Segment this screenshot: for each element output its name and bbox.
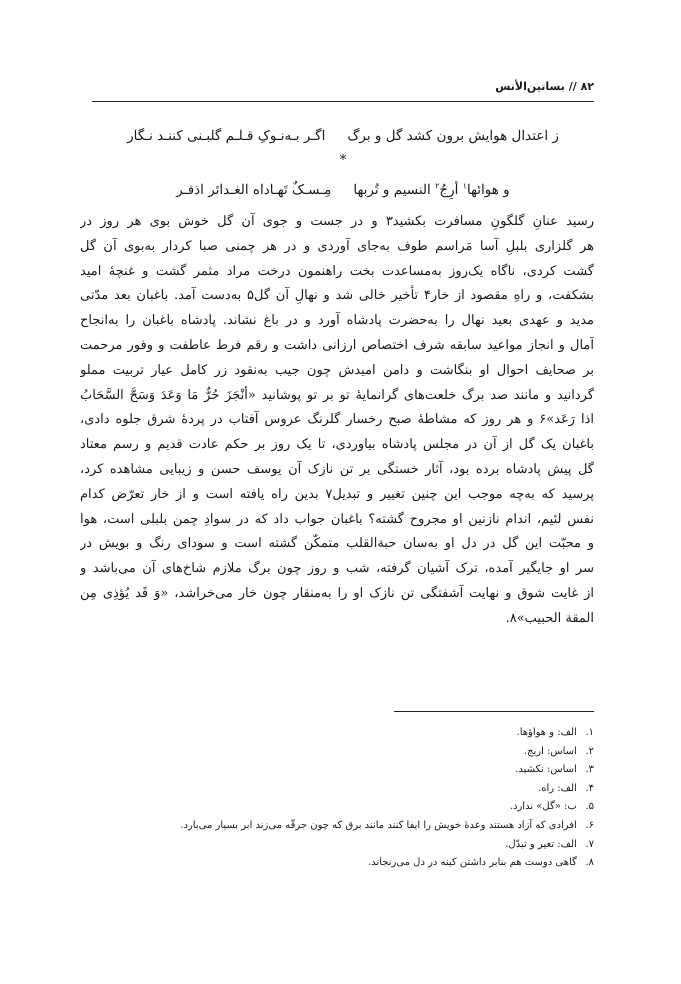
paragraph-line: اذا رَعَد»۶ و هر روز که مشاطهٔ صبح رخسار گلرنگ عروس آفتاب در پردهٔ شرق جلوه دادی، [80, 412, 594, 428]
footnote-text: الف: راه. [538, 782, 577, 794]
footnote-item [150, 780, 594, 799]
paragraph-line: آمال و انجاز مواعید سابقه شرف اختصاص ارزانی داشت و رقم فرط عاطفت و وفور مرحمت [80, 337, 594, 353]
footnote-item [150, 724, 594, 743]
verse-1-hemistich-1: ز اعتدال هوایش برون کشد گل و برگ [347, 128, 559, 144]
footnote-marker: ۲ [435, 181, 440, 191]
footnote-number: ۳. [585, 764, 594, 776]
paragraph-line: هر گلزاری بلبلِ آسا مَراسم طوف به‌جای آوردی و در هر چمنی صبا کردار به‌بوی آن گل [80, 238, 594, 254]
verse-2-hemistich-2: مِـسـکٌ تَهـاداه الغـدائر اذفـر [176, 182, 332, 198]
footnote-number: ۱. [585, 727, 594, 738]
footnote-item [150, 761, 594, 780]
paragraph-line: گردانید و مانند صد برگ خلعت‌های گرانمایهٔ تو بر تو پوشانید «أنْجَزَ حُرٌّ مَا وَعَدَ وَسَحَّ السَّحَابُ [80, 387, 594, 403]
paragraph-line: رسید عنانِ گلگونِ مسافرت بکشید۳ و در جست و جوی آن گل خوش بوی هر روز در [80, 214, 594, 229]
verse-1 [92, 124, 594, 148]
paragraph-line: بشکفت، و راهِ مقصود از خار۴ تأخیر خالی شد و نهالِ آن گل۵ به‌دست آمد. باغبان بعد مدّتی [80, 288, 594, 304]
footnote-text: اساس: اریج. [523, 745, 577, 757]
footnote-number: ۴. [585, 782, 594, 794]
paragraph-line: پرسید که به‌چه موجب این چنین تغییر و تبدیل۷ بدین راه یافته است و از خار تعرّض کدام [80, 486, 594, 502]
paragraph-line: گل پیش پادشاه برده بود، آثار خستگی بر تن نازک آن یوسف حسن و زیبایی مشاهده کرد، [80, 461, 594, 477]
footnotes [150, 724, 594, 873]
paragraph-line: سر او جایگیر آمده، ترک آشیان گرفته، شب و روز چون برگ ملازم شاخ‌های آن می‌باشد و [80, 561, 594, 577]
header-rule [92, 101, 594, 102]
paragraph-line: باغبان یک گل از آن در مجلس پادشاه بیاوردی، تا یک روز بر حکم عادت قدیم و رسم معتاد [80, 437, 594, 453]
footnote-number: ۷. [585, 838, 594, 850]
footnote-number: ۲. [585, 745, 594, 757]
footnote-number: ۸. [585, 857, 594, 869]
footnote-text: گاهی دوست هم بنابر داشتن کینه در دل می‌رنجاند. [367, 857, 577, 869]
footnote-text: الف: تغیر و تبدّل. [505, 838, 577, 850]
footnote-text: ب: «گل» ندارد. [509, 801, 577, 813]
paragraph-line: نفس لئیم، اندام نازنین او مجروح گشته؟ باغبان جواب داد که در سوادِ چمن بلبلی است، هوا [80, 511, 594, 527]
verse-1-hemistich-2: اگـر بـه‌نـوکِ قـلـم گلبـنی کننـد نـگار [127, 128, 326, 144]
footnote-text: اساس: نکشید. [515, 764, 577, 776]
paragraph-line: و محبّت این گل در دل او به‌سان حبةالقلب متمکّن گشته است و سودای رنگ و بویش در [80, 536, 594, 552]
footnote-item [150, 836, 594, 855]
running-title: ۸۲ // بساتین‌الأنس [495, 80, 594, 93]
footnote-number: ۶. [585, 819, 594, 831]
paragraph-line: از غایت شوق و نهایت آشفتگی تن نازک او را به‌منقار چون خار می‌خراشد، «وَ قَد یُؤذِی مِن [80, 585, 594, 601]
paragraph-line: گشت کردی، ناگاه یک‌روز به‌مساعدت بخت راهنمون درخت مراد مثمر گشت و غنچهٔ امید [80, 263, 594, 279]
footnote-rule [394, 711, 594, 712]
paragraph-line: مدید و عهدی بعید نهال را به‌حضرت پادشاه آورد و در باغ نشاند. پادشاه باغبان را به‌انجاح [80, 313, 594, 329]
footnote-item [150, 854, 594, 873]
footnote-text: الف: و هواؤها. [516, 727, 577, 738]
footnote-text: افرادی که آزاد هستند وعدهٔ خویش را ایفا کنند مانند برق که چون جرقّه می‌زند ابر بسیار می‌بارد. [180, 819, 577, 831]
footnote-item [150, 817, 594, 836]
footnote-marker: ۱ [462, 181, 467, 191]
footnote-item [150, 743, 594, 762]
paragraph-line: بر صحایف احوال او بنگاشت و دامن امیدش چون جیب به‌نقود زر کامل عیار تربیت مملو [80, 362, 594, 378]
footnote-item [150, 798, 594, 817]
verse-separator: * [339, 153, 347, 168]
footnote-number: ۵. [585, 801, 594, 813]
paragraph-line: المقة الحبیب»۸. [505, 610, 594, 626]
verse-2 [92, 178, 594, 202]
running-header [92, 76, 594, 98]
main-paragraph [80, 210, 594, 632]
verse-2-hemistich-1: و هوائها$^۱$ أرِجُ$^۲$ النسیم و تُربها [353, 181, 510, 198]
